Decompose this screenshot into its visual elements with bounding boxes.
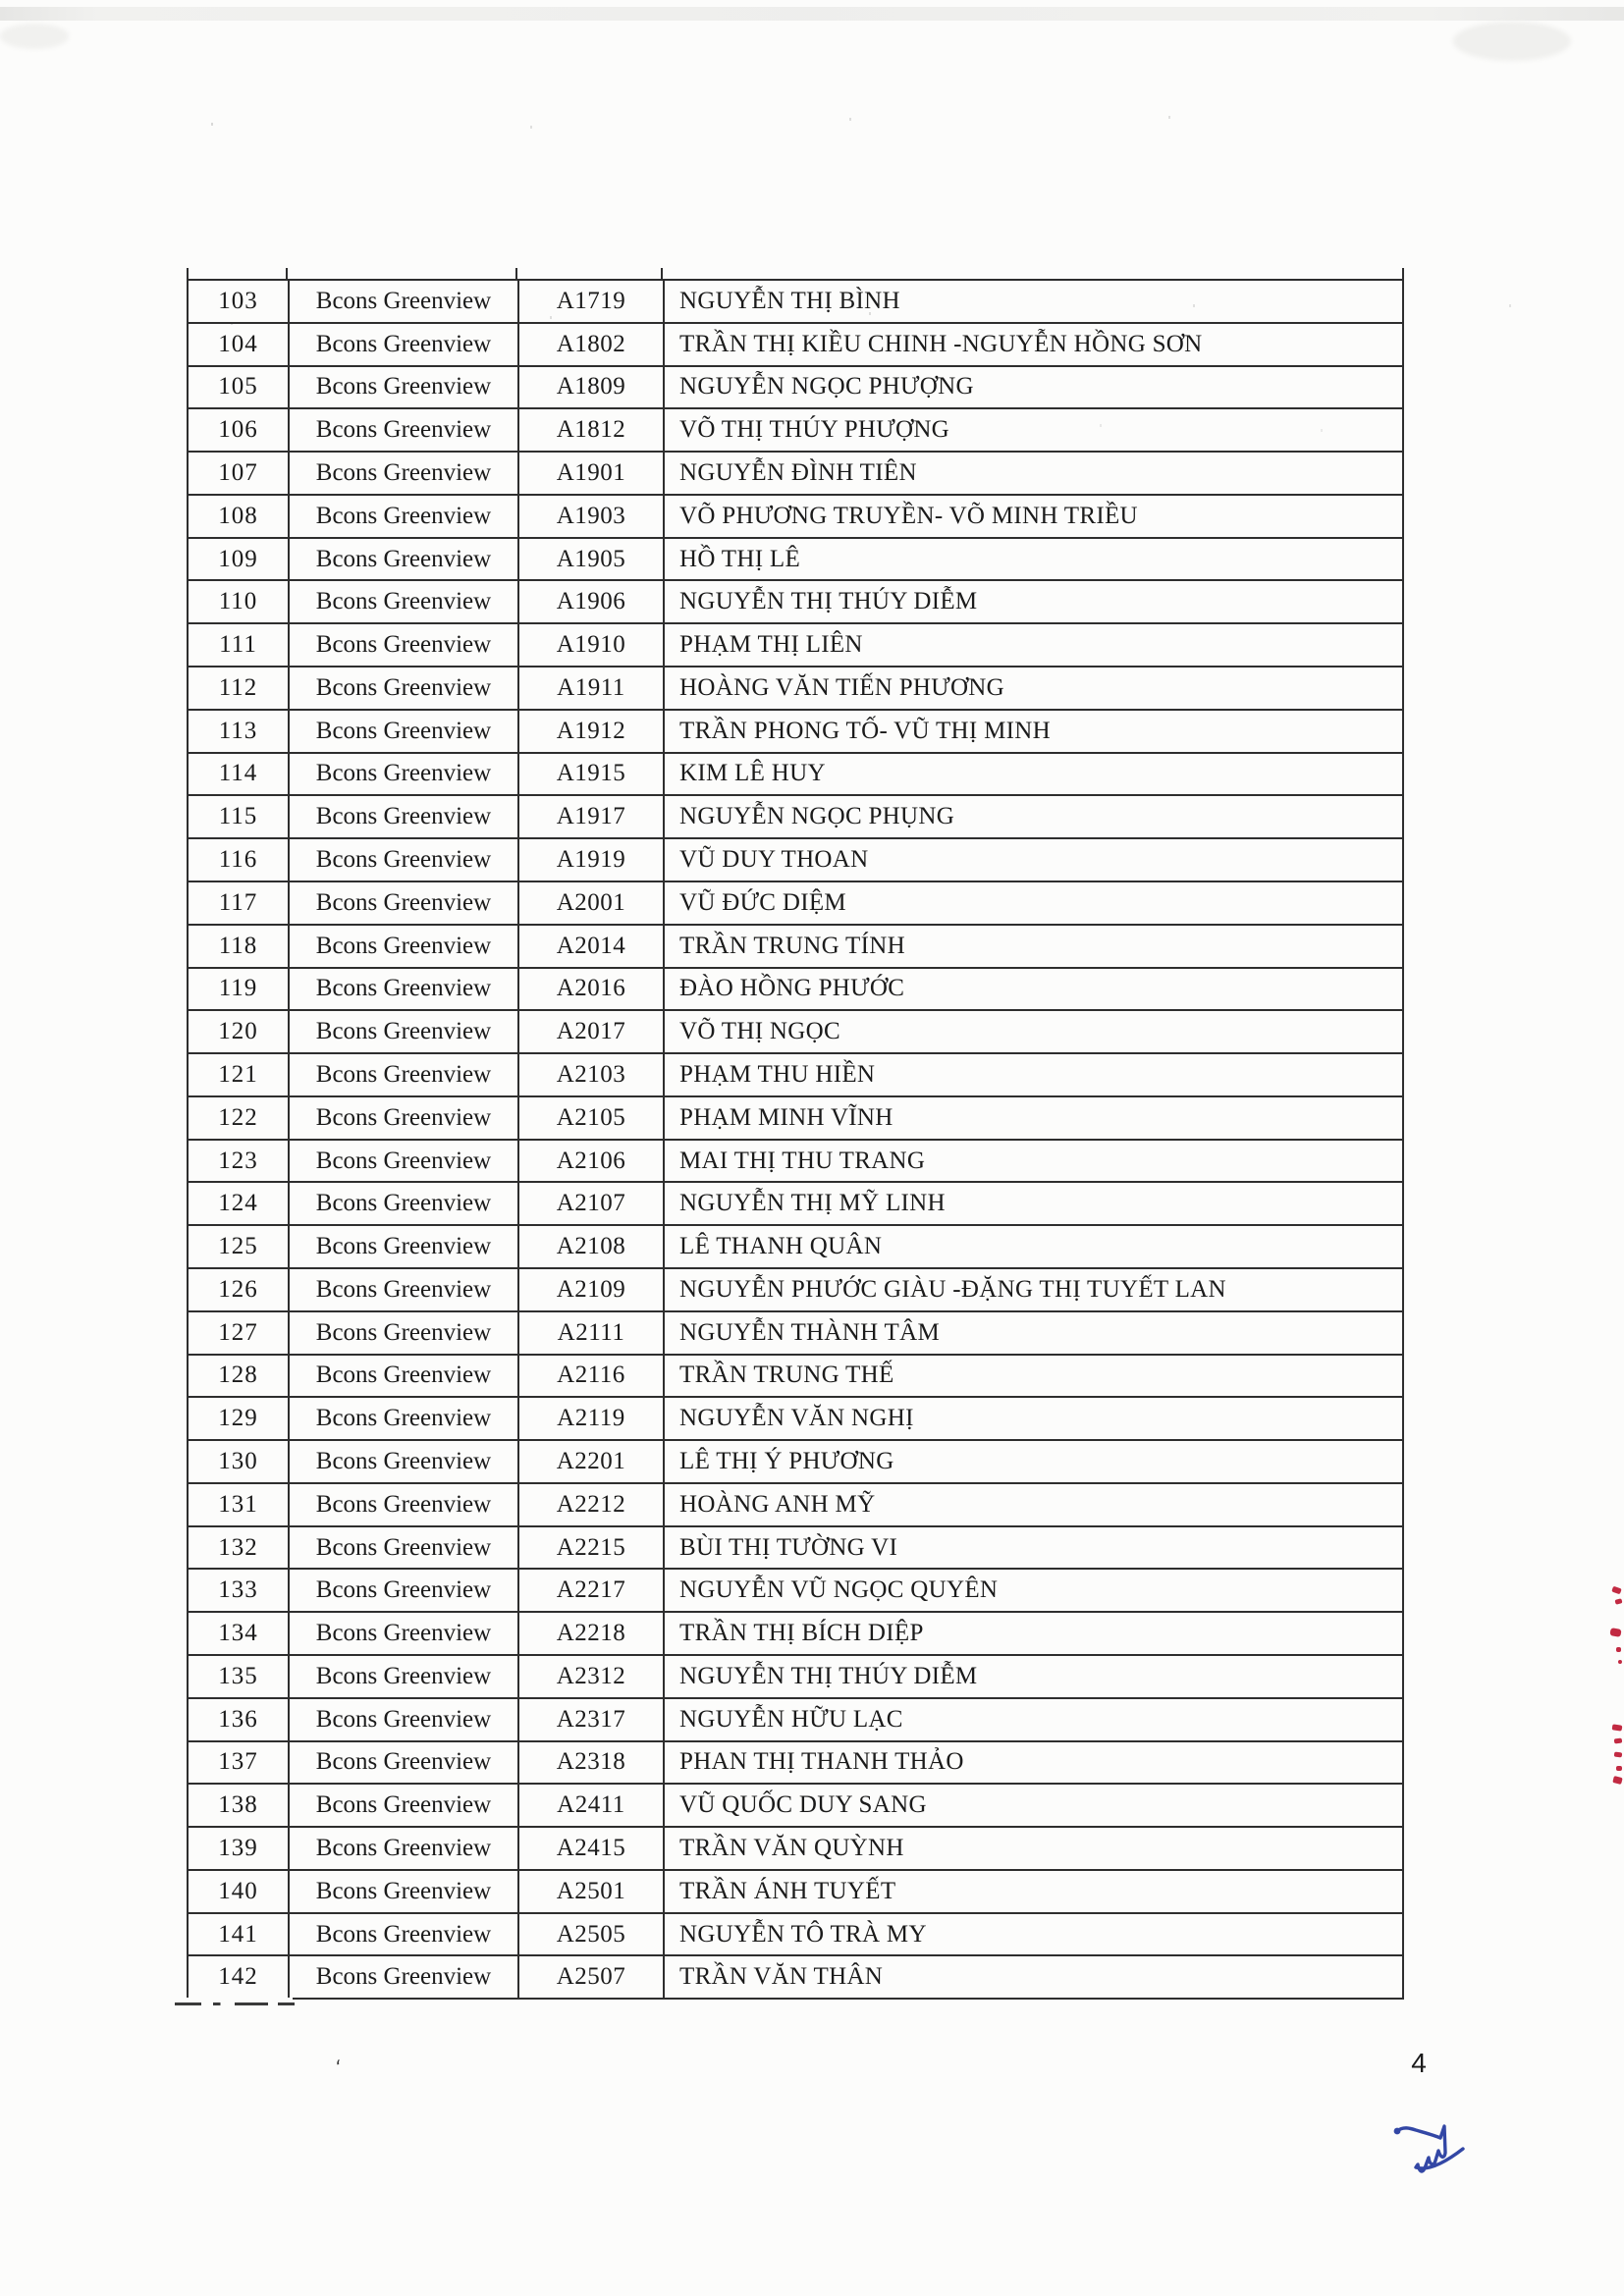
cell-row-number: 139 [218, 1835, 258, 1862]
table-row [189, 1439, 1402, 1482]
cell-row-number: 128 [218, 1362, 258, 1389]
cell-owner-name: NGUYỄN ĐÌNH TIÊN [663, 453, 1402, 494]
cell-owner-name: NGUYỄN THỊ MỸ LINH [663, 1183, 1402, 1224]
cell-owner-name: LÊ THỊ Ý PHƯƠNG [663, 1441, 1402, 1482]
cell-owner-name: NGUYỄN THÀNH TÂM [663, 1312, 1402, 1354]
cell-owner-name: TRẦN TRUNG THẾ [663, 1356, 1402, 1397]
cell-project-name: Bcons Greenview [288, 581, 517, 622]
cell-row-number: 115 [218, 803, 258, 830]
cell-row-number: 138 [218, 1791, 258, 1819]
red-edge-mark [1614, 1598, 1622, 1605]
cell-project-name: Bcons Greenview [288, 1613, 517, 1654]
cell-row-number: 110 [218, 588, 258, 615]
cell-project-name: Bcons Greenview [288, 1871, 517, 1912]
table-row [189, 322, 1402, 365]
cell-unit-code: A2107 [517, 1183, 663, 1224]
cell-unit-code: A2119 [517, 1398, 663, 1439]
cell-project-name: Bcons Greenview [288, 882, 517, 924]
cell-row-number: 126 [218, 1275, 258, 1303]
table-rule-stub [187, 268, 189, 279]
table-row [189, 666, 1402, 709]
cell-row-number: 111 [219, 631, 257, 659]
cell-unit-code: A1809 [517, 367, 663, 408]
cell-owner-name: TRẦN VĂN QUỲNH [663, 1828, 1402, 1869]
cell-row-number: 106 [218, 416, 258, 444]
cell-owner-name: BÙI THỊ TƯỜNG VI [663, 1527, 1402, 1569]
cell-owner-name: HOÀNG VĂN TIẾN PHƯƠNG [663, 667, 1402, 709]
cell-owner-name: TRẦN THỊ BÍCH DIỆP [663, 1613, 1402, 1654]
residents-table [187, 279, 1404, 2000]
cell-owner-name: VŨ QUỐC DUY SANG [663, 1785, 1402, 1826]
table-row [189, 1181, 1402, 1224]
table-row [189, 1869, 1402, 1912]
cell-owner-name: LÊ THANH QUÂN [663, 1226, 1402, 1267]
cell-unit-code: A1917 [517, 796, 663, 837]
cell-owner-name: VÕ THỊ THÚY PHƯỢNG [663, 409, 1402, 451]
cell-unit-code: A1910 [517, 624, 663, 666]
table-row [189, 1267, 1402, 1310]
cell-unit-code: A1719 [517, 281, 663, 322]
cell-owner-name: PHẠM THU HIỀN [663, 1054, 1402, 1095]
cell-project-name: Bcons Greenview [288, 1527, 517, 1569]
cell-project-name: Bcons Greenview [288, 796, 517, 837]
table-row [189, 967, 1402, 1010]
cell-owner-name: TRẦN PHONG TỐ- VŨ THỊ MINH [663, 711, 1402, 752]
cell-project-name: Bcons Greenview [288, 1183, 517, 1224]
cell-project-name: Bcons Greenview [288, 496, 517, 537]
table-row [189, 1525, 1402, 1569]
table-rule-stub [661, 268, 663, 279]
table-row [189, 622, 1402, 666]
cell-project-name: Bcons Greenview [288, 1312, 517, 1354]
cell-unit-code: A1915 [517, 754, 663, 795]
table-row [189, 924, 1402, 967]
cell-unit-code: A2108 [517, 1226, 663, 1267]
cell-project-name: Bcons Greenview [288, 1441, 517, 1482]
table-row [189, 837, 1402, 881]
cell-row-number: 137 [218, 1748, 258, 1776]
table-rule-stub [286, 268, 288, 279]
cell-row-number: 118 [218, 932, 258, 959]
table-row [189, 365, 1402, 408]
cell-project-name: Bcons Greenview [288, 667, 517, 709]
table-row [189, 752, 1402, 795]
table-row [189, 1912, 1402, 1955]
red-edge-mark [1614, 1752, 1622, 1758]
cell-unit-code: A2217 [517, 1570, 663, 1611]
cell-unit-code: A1906 [517, 581, 663, 622]
cell-project-name: Bcons Greenview [288, 1269, 517, 1310]
cell-row-number: 120 [218, 1018, 258, 1045]
cell-project-name: Bcons Greenview [288, 1699, 517, 1740]
cell-row-number: 130 [218, 1447, 258, 1474]
cell-owner-name: PHẠM MINH VĨNH [663, 1097, 1402, 1139]
cell-unit-code: A1802 [517, 324, 663, 365]
table-row [189, 281, 1402, 322]
page-number: 4 [1411, 2048, 1427, 2078]
table-row [189, 1396, 1402, 1439]
table-row [189, 1568, 1402, 1611]
cell-unit-code: A2215 [517, 1527, 663, 1569]
cell-owner-name: NGUYỄN VŨ NGỌC QUYÊN [663, 1570, 1402, 1611]
table-row [189, 1310, 1402, 1354]
cell-row-number: 134 [218, 1620, 258, 1647]
table-row [189, 1224, 1402, 1267]
cell-row-number: 113 [218, 717, 258, 744]
cell-unit-code: A2312 [517, 1656, 663, 1697]
table-row [189, 1095, 1402, 1139]
table-row [189, 1654, 1402, 1697]
cell-project-name: Bcons Greenview [288, 1484, 517, 1525]
cell-row-number: 141 [218, 1920, 258, 1948]
cell-row-number: 123 [218, 1147, 258, 1174]
cell-project-name: Bcons Greenview [288, 453, 517, 494]
cell-row-number: 109 [218, 545, 258, 572]
cell-unit-code: A2016 [517, 969, 663, 1010]
cell-unit-code: A2017 [517, 1011, 663, 1052]
cell-unit-code: A2103 [517, 1054, 663, 1095]
cell-unit-code: A2109 [517, 1269, 663, 1310]
cell-row-number: 133 [218, 1576, 258, 1604]
cell-row-number: 117 [218, 888, 258, 916]
cell-project-name: Bcons Greenview [288, 711, 517, 752]
table-row [189, 794, 1402, 837]
cell-project-name: Bcons Greenview [288, 624, 517, 666]
cell-row-number: 103 [218, 287, 258, 314]
cell-project-name: Bcons Greenview [288, 1956, 517, 1998]
table-row [189, 1482, 1402, 1525]
cell-project-name: Bcons Greenview [288, 754, 517, 795]
cell-owner-name: VŨ ĐỨC DIỆM [663, 882, 1402, 924]
cell-row-number: 132 [218, 1533, 258, 1561]
cell-unit-code: A2507 [517, 1956, 663, 1998]
cell-owner-name: NGUYỄN NGỌC PHƯỢNG [663, 367, 1402, 408]
scan-edge-artifact [0, 7, 1624, 21]
cell-row-number: 116 [218, 846, 258, 874]
cell-owner-name: TRẦN VĂN THÂN [663, 1956, 1402, 1998]
cell-project-name: Bcons Greenview [288, 409, 517, 451]
cell-unit-code: A1919 [517, 839, 663, 881]
cell-owner-name: NGUYỄN TÔ TRÀ MY [663, 1914, 1402, 1955]
cell-row-number: 107 [218, 459, 258, 487]
cell-row-number: 129 [218, 1405, 258, 1432]
cell-project-name: Bcons Greenview [288, 1356, 517, 1397]
cell-unit-code: A1911 [517, 667, 663, 709]
cell-row-number: 114 [218, 760, 258, 787]
table-row [189, 1954, 1402, 1998]
cell-unit-code: A1812 [517, 409, 663, 451]
cell-unit-code: A2111 [517, 1312, 663, 1354]
cell-row-number: 127 [218, 1318, 258, 1346]
cell-owner-name: ĐÀO HỒNG PHƯỚC [663, 969, 1402, 1010]
cell-owner-name: TRẦN ÁNH TUYẾT [663, 1871, 1402, 1912]
table-row [189, 1139, 1402, 1182]
cell-row-number: 124 [218, 1190, 258, 1217]
cell-owner-name: VÕ THỊ NGỌC [663, 1011, 1402, 1052]
cell-owner-name: KIM LÊ HUY [663, 754, 1402, 795]
cell-unit-code: A1912 [517, 711, 663, 752]
cell-unit-code: A2317 [517, 1699, 663, 1740]
cell-unit-code: A2218 [517, 1613, 663, 1654]
red-edge-mark [1612, 1776, 1622, 1785]
small-ink-mark: ʻ [333, 2055, 345, 2080]
table-row [189, 1783, 1402, 1826]
cell-project-name: Bcons Greenview [288, 1828, 517, 1869]
cell-row-number: 105 [218, 373, 258, 400]
cell-project-name: Bcons Greenview [288, 281, 517, 322]
cell-unit-code: A2201 [517, 1441, 663, 1482]
cell-owner-name: NGUYỄN VĂN NGHỊ [663, 1398, 1402, 1439]
table-row [189, 1697, 1402, 1740]
cell-owner-name: PHAN THỊ THANH THẢO [663, 1742, 1402, 1784]
red-edge-mark [1609, 1628, 1621, 1637]
table-rule-stub [515, 268, 517, 279]
cell-unit-code: A2501 [517, 1871, 663, 1912]
cell-unit-code: A2318 [517, 1742, 663, 1784]
cell-owner-name: NGUYỄN THỊ THÚY DIỄM [663, 1656, 1402, 1697]
cell-unit-code: A2415 [517, 1828, 663, 1869]
cell-owner-name: VŨ DUY THOAN [663, 839, 1402, 881]
table-row [189, 451, 1402, 494]
cell-row-number: 131 [218, 1490, 258, 1518]
cell-project-name: Bcons Greenview [288, 969, 517, 1010]
red-edge-mark [1612, 1724, 1623, 1731]
table-row [189, 1009, 1402, 1052]
cell-row-number: 135 [218, 1662, 258, 1689]
cell-row-number: 112 [218, 673, 258, 701]
cell-row-number: 142 [218, 1963, 258, 1991]
scan-smudge [1453, 22, 1571, 61]
table-row [189, 1611, 1402, 1654]
table-row [189, 1740, 1402, 1784]
red-edge-mark [1618, 1660, 1622, 1664]
cell-unit-code: A1905 [517, 539, 663, 580]
table-row [189, 881, 1402, 924]
table-row [189, 709, 1402, 752]
cell-row-number: 121 [218, 1060, 258, 1088]
cell-owner-name: NGUYỄN THỊ THÚY DIỄM [663, 581, 1402, 622]
scan-smudge [0, 24, 69, 49]
cell-project-name: Bcons Greenview [288, 1011, 517, 1052]
cell-unit-code: A2212 [517, 1484, 663, 1525]
cell-project-name: Bcons Greenview [288, 324, 517, 365]
cell-project-name: Bcons Greenview [288, 1785, 517, 1826]
cell-unit-code: A2411 [517, 1785, 663, 1826]
table-row [189, 537, 1402, 580]
red-edge-mark [1614, 1738, 1622, 1744]
cell-project-name: Bcons Greenview [288, 1141, 517, 1182]
cell-unit-code: A2001 [517, 882, 663, 924]
cell-owner-name: NGUYỄN PHƯỚC GIÀU -ĐẶNG THỊ TUYẾT LAN [663, 1269, 1402, 1310]
cell-row-number: 104 [218, 330, 258, 357]
table-row [189, 407, 1402, 451]
cell-owner-name: NGUYỄN NGỌC PHỤNG [663, 796, 1402, 837]
cell-unit-code: A2116 [517, 1356, 663, 1397]
red-edge-mark [1611, 1586, 1622, 1595]
cell-owner-name: VÕ PHƯƠNG TRUYỀN- VÕ MINH TRIỀU [663, 496, 1402, 537]
cell-unit-code: A2105 [517, 1097, 663, 1139]
cell-row-number: 125 [218, 1233, 258, 1260]
cell-owner-name: NGUYỄN THỊ BÌNH [663, 281, 1402, 322]
cell-owner-name: MAI THỊ THU TRANG [663, 1141, 1402, 1182]
red-edge-mark [1616, 1647, 1621, 1652]
table-rule-stub [1402, 268, 1404, 279]
table-row [189, 1354, 1402, 1397]
red-edge-mark [1616, 1766, 1622, 1771]
cell-owner-name: PHẠM THỊ LIÊN [663, 624, 1402, 666]
cell-unit-code: A2106 [517, 1141, 663, 1182]
scan-noise [211, 123, 213, 126]
cell-unit-code: A1901 [517, 453, 663, 494]
table-row [189, 494, 1402, 537]
cell-project-name: Bcons Greenview [288, 1570, 517, 1611]
cell-row-number: 108 [218, 502, 258, 529]
scan-dash-dot-line [175, 2002, 295, 2005]
signature-mark [1377, 2109, 1524, 2192]
cell-owner-name: NGUYỄN HỮU LẠC [663, 1699, 1402, 1740]
cell-unit-code: A1903 [517, 496, 663, 537]
cell-project-name: Bcons Greenview [288, 1914, 517, 1955]
cell-owner-name: HOÀNG ANH MỸ [663, 1484, 1402, 1525]
table-row [189, 1052, 1402, 1095]
cell-row-number: 119 [218, 975, 258, 1002]
cell-owner-name: HỒ THỊ LÊ [663, 539, 1402, 580]
table-row [189, 579, 1402, 622]
cell-row-number: 140 [218, 1877, 258, 1904]
cell-project-name: Bcons Greenview [288, 1054, 517, 1095]
cell-row-number: 136 [218, 1705, 258, 1733]
cell-project-name: Bcons Greenview [288, 926, 517, 967]
cell-project-name: Bcons Greenview [288, 839, 517, 881]
cell-project-name: Bcons Greenview [288, 1742, 517, 1784]
table-row [189, 1826, 1402, 1869]
cell-project-name: Bcons Greenview [288, 1398, 517, 1439]
cell-owner-name: TRẦN TRUNG TÍNH [663, 926, 1402, 967]
cell-owner-name: TRẦN THỊ KIỀU CHINH -NGUYỄN HỒNG SƠN [663, 324, 1402, 365]
cell-project-name: Bcons Greenview [288, 1656, 517, 1697]
cell-project-name: Bcons Greenview [288, 539, 517, 580]
cell-unit-code: A2505 [517, 1914, 663, 1955]
cell-project-name: Bcons Greenview [288, 1226, 517, 1267]
cell-unit-code: A2014 [517, 926, 663, 967]
cell-project-name: Bcons Greenview [288, 367, 517, 408]
cell-row-number: 122 [218, 1103, 258, 1131]
cell-project-name: Bcons Greenview [288, 1097, 517, 1139]
